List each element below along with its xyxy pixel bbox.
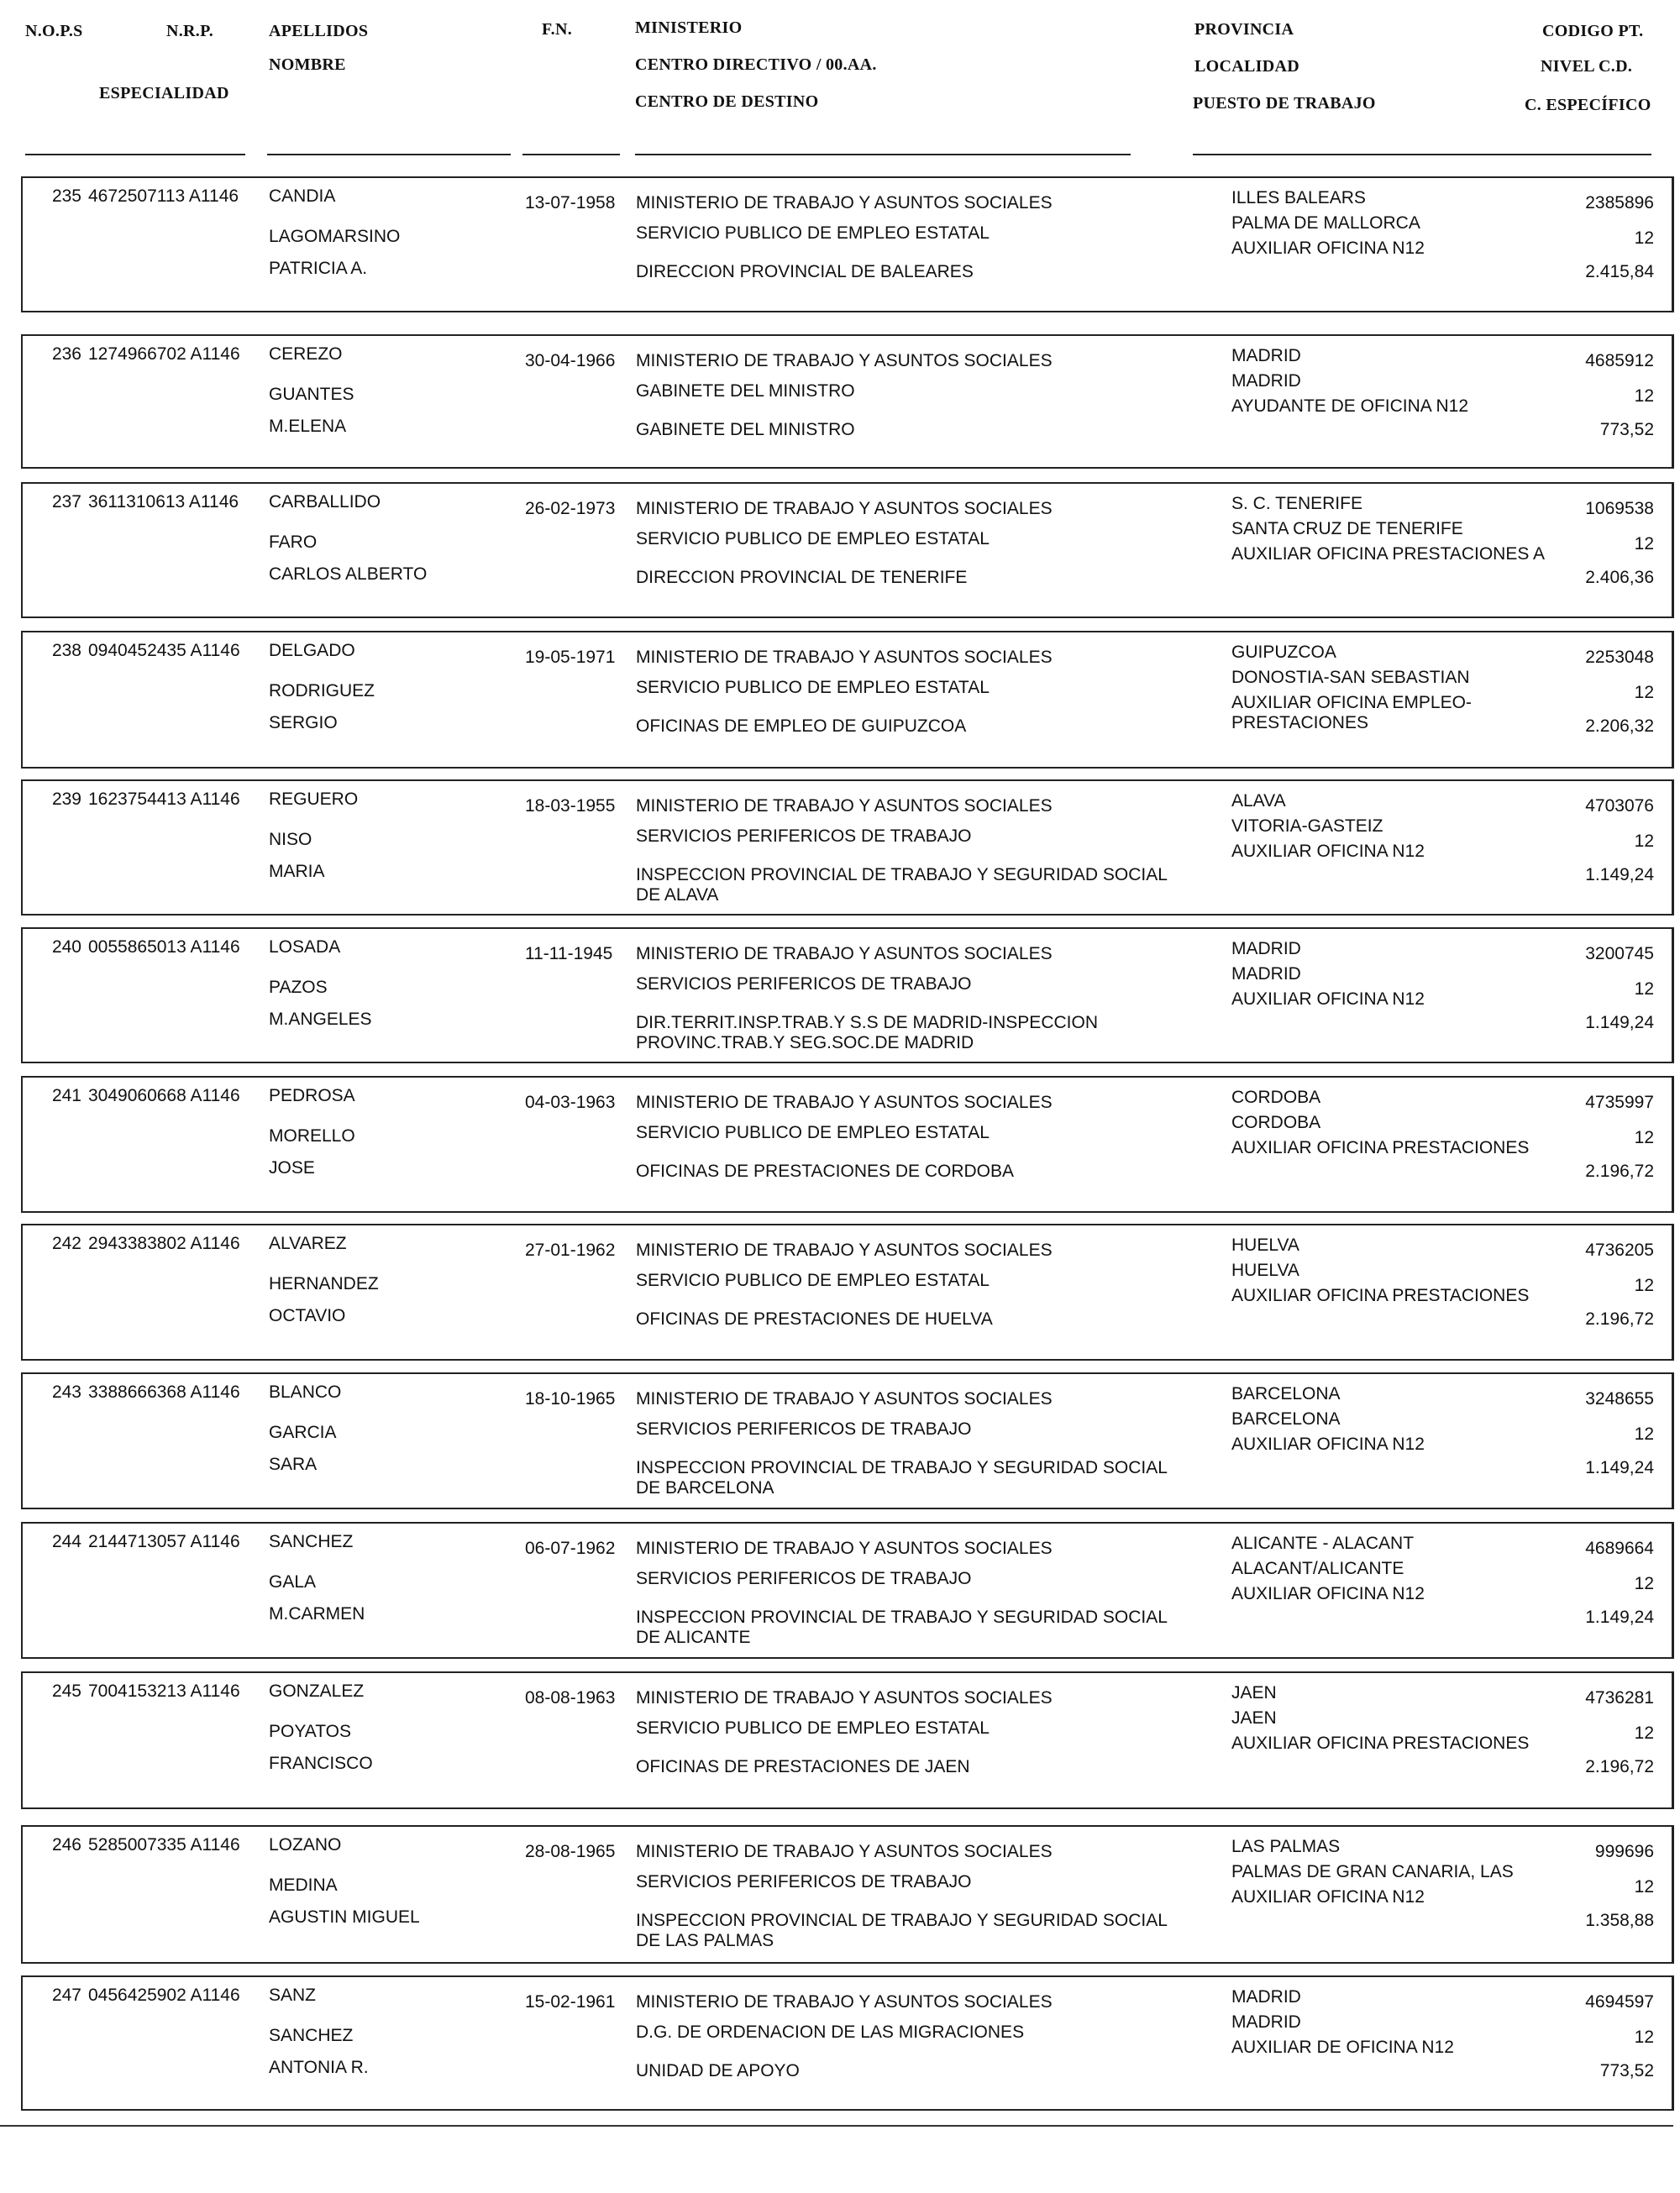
field-codigo: 4735997 <box>1585 1093 1654 1112</box>
field-nombre: SERGIO <box>269 713 338 732</box>
field-centro-directivo: SERVICIO PUBLICO DE EMPLEO ESTATAL <box>636 1123 990 1142</box>
field-centro-destino-1: INSPECCION PROVINCIAL DE TRABAJO Y SEGURIDAD SOCIAL <box>636 1608 1168 1627</box>
field-ministerio: MINISTERIO DE TRABAJO Y ASUNTOS SOCIALES <box>636 1842 1053 1861</box>
field-nivel: 12 <box>1634 1424 1654 1444</box>
field-nrp: 7004153213 A1146 <box>88 1681 240 1701</box>
field-provincia: MADRID <box>1231 1987 1301 2007</box>
field-centro-directivo: SERVICIO PUBLICO DE EMPLEO ESTATAL <box>636 678 990 697</box>
field-nrp: 0940452435 A1146 <box>88 641 240 660</box>
header-codigo-pt: CODIGO PT. <box>1542 22 1644 40</box>
field-provincia: ILLES BALEARS <box>1231 188 1366 207</box>
header-especialidad: ESPECIALIDAD <box>99 84 229 102</box>
field-centro-directivo: GABINETE DEL MINISTRO <box>636 381 855 401</box>
field-fn: 18-03-1955 <box>525 796 616 816</box>
field-fn: 26-02-1973 <box>525 499 616 518</box>
field-puesto-1: AUXILIAR OFICINA N12 <box>1231 989 1425 1009</box>
record-row <box>21 1671 1674 1809</box>
field-ministerio: MINISTERIO DE TRABAJO Y ASUNTOS SOCIALES <box>636 1389 1053 1409</box>
header-rule <box>1193 154 1651 155</box>
field-fn: 13-07-1958 <box>525 193 616 212</box>
field-fn: 06-07-1962 <box>525 1539 616 1558</box>
field-centro-directivo: SERVICIO PUBLICO DE EMPLEO ESTATAL <box>636 1271 990 1290</box>
header-ministerio: MINISTERIO <box>635 18 743 37</box>
header-rule <box>25 154 245 155</box>
field-apellido2: LAGOMARSINO <box>269 227 401 246</box>
field-apellido2: MORELLO <box>269 1126 355 1146</box>
field-fn: 28-08-1965 <box>525 1842 616 1861</box>
field-apellido1: PEDROSA <box>269 1086 355 1105</box>
field-codigo: 4689664 <box>1585 1539 1654 1558</box>
field-apellido2: SANCHEZ <box>269 2026 354 2045</box>
field-especifico: 2.196,72 <box>1585 1757 1654 1776</box>
field-nrp: 2943383802 A1146 <box>88 1234 240 1253</box>
field-localidad: HUELVA <box>1231 1261 1299 1280</box>
field-localidad: JAEN <box>1231 1708 1277 1728</box>
field-apellido1: ALVAREZ <box>269 1234 347 1253</box>
field-especifico: 1.149,24 <box>1585 1608 1654 1627</box>
field-centro-destino-2: DE ALICANTE <box>636 1628 751 1647</box>
field-localidad: PALMAS DE GRAN CANARIA, LAS <box>1231 1862 1514 1881</box>
field-especifico: 2.406,36 <box>1585 568 1654 587</box>
field-apellido2: POYATOS <box>269 1722 352 1741</box>
field-apellido1: BLANCO <box>269 1382 342 1402</box>
field-nops: 237 <box>51 492 81 512</box>
header-rule <box>522 154 620 155</box>
field-centro-destino-1: OFICINAS DE EMPLEO DE GUIPUZCOA <box>636 716 967 736</box>
header-rule <box>635 154 1131 155</box>
field-provincia: ALAVA <box>1231 791 1286 811</box>
field-nrp: 3611310613 A1146 <box>88 492 239 512</box>
field-centro-destino-1: UNIDAD DE APOYO <box>636 2061 800 2080</box>
field-centro-destino-1: DIR.TERRIT.INSP.TRAB.Y S.S DE MADRID-INSPECCION <box>636 1013 1098 1032</box>
field-centro-destino-1: OFICINAS DE PRESTACIONES DE JAEN <box>636 1757 970 1776</box>
field-provincia: CORDOBA <box>1231 1088 1321 1107</box>
field-puesto-1: AUXILIAR OFICINA N12 <box>1231 239 1425 258</box>
field-apellido1: LOSADA <box>269 937 341 957</box>
record-row <box>21 1975 1674 2111</box>
field-especifico: 2.206,32 <box>1585 716 1654 736</box>
field-apellido1: LOZANO <box>269 1835 342 1855</box>
record-row <box>21 1224 1674 1361</box>
field-centro-directivo: SERVICIOS PERIFERICOS DE TRABAJO <box>636 974 972 994</box>
field-centro-destino-1: OFICINAS DE PRESTACIONES DE HUELVA <box>636 1309 993 1329</box>
field-nrp: 1623754413 A1146 <box>88 790 240 809</box>
field-codigo: 4703076 <box>1585 796 1654 816</box>
field-nops: 236 <box>51 344 81 364</box>
field-nivel: 12 <box>1634 1723 1654 1743</box>
field-nrp: 0055865013 A1146 <box>88 937 240 957</box>
field-nombre: MARIA <box>269 862 325 881</box>
record-row <box>21 631 1674 769</box>
field-codigo: 4694597 <box>1585 1992 1654 2012</box>
field-provincia: MADRID <box>1231 346 1301 365</box>
field-nivel: 12 <box>1634 683 1654 702</box>
field-nops: 246 <box>51 1835 81 1855</box>
header-provincia: PROVINCIA <box>1194 20 1294 39</box>
header-centro-directivo: CENTRO DIRECTIVO / 00.AA. <box>635 55 877 74</box>
field-centro-destino-2: PROVINC.TRAB.Y SEG.SOC.DE MADRID <box>636 1033 974 1052</box>
field-apellido1: REGUERO <box>269 790 359 809</box>
field-nops: 244 <box>51 1532 81 1551</box>
field-centro-directivo: SERVICIOS PERIFERICOS DE TRABAJO <box>636 826 972 846</box>
field-localidad: MADRID <box>1231 964 1301 984</box>
field-nrp: 1274966702 A1146 <box>88 344 240 364</box>
field-provincia: S. C. TENERIFE <box>1231 494 1362 513</box>
field-fn: 30-04-1966 <box>525 351 616 370</box>
field-nombre: FRANCISCO <box>269 1754 373 1773</box>
field-centro-destino-1: GABINETE DEL MINISTRO <box>636 420 855 439</box>
record-row <box>21 1522 1674 1659</box>
field-nivel: 12 <box>1634 386 1654 406</box>
field-nivel: 12 <box>1634 2028 1654 2047</box>
field-localidad: MADRID <box>1231 371 1301 391</box>
field-nops: 240 <box>51 937 81 957</box>
field-ministerio: MINISTERIO DE TRABAJO Y ASUNTOS SOCIALES <box>636 796 1053 816</box>
record-row <box>21 482 1674 618</box>
header-fn: F.N. <box>542 20 573 39</box>
field-centro-destino-1: DIRECCION PROVINCIAL DE BALEARES <box>636 262 974 281</box>
field-puesto-1: AUXILIAR OFICINA PRESTACIONES A <box>1231 544 1546 564</box>
field-nombre: JOSE <box>269 1158 315 1178</box>
field-nivel: 12 <box>1634 1276 1654 1295</box>
field-nops: 242 <box>51 1234 81 1253</box>
field-nombre: ANTONIA R. <box>269 2058 369 2077</box>
field-localidad: BARCELONA <box>1231 1409 1341 1429</box>
record-row <box>21 334 1674 469</box>
field-apellido1: GONZALEZ <box>269 1681 365 1701</box>
field-localidad: VITORIA-GASTEIZ <box>1231 816 1383 836</box>
field-nops: 243 <box>51 1382 81 1402</box>
field-puesto-1: AUXILIAR DE OFICINA N12 <box>1231 2038 1454 2057</box>
field-ministerio: MINISTERIO DE TRABAJO Y ASUNTOS SOCIALES <box>636 193 1053 212</box>
field-provincia: BARCELONA <box>1231 1384 1341 1403</box>
field-apellido2: RODRIGUEZ <box>269 681 375 700</box>
field-provincia: JAEN <box>1231 1683 1277 1702</box>
field-nops: 238 <box>51 641 81 660</box>
field-especifico: 773,52 <box>1599 420 1654 439</box>
record-row <box>21 1076 1674 1213</box>
field-ministerio: MINISTERIO DE TRABAJO Y ASUNTOS SOCIALES <box>636 351 1053 370</box>
field-codigo: 3248655 <box>1585 1389 1654 1409</box>
field-puesto-1: AUXILIAR OFICINA N12 <box>1231 1584 1425 1603</box>
field-apellido1: SANZ <box>269 1986 317 2005</box>
field-ministerio: MINISTERIO DE TRABAJO Y ASUNTOS SOCIALES <box>636 1992 1053 2012</box>
header-nrp: N.R.P. <box>166 22 214 40</box>
field-centro-directivo: SERVICIO PUBLICO DE EMPLEO ESTATAL <box>636 223 990 243</box>
record-row <box>21 927 1674 1063</box>
field-especifico: 2.196,72 <box>1585 1162 1654 1181</box>
field-nops: 239 <box>51 790 81 809</box>
field-nombre: CARLOS ALBERTO <box>269 564 428 584</box>
field-apellido1: CARBALLIDO <box>269 492 381 512</box>
field-puesto-1: AUXILIAR OFICINA EMPLEO- <box>1231 693 1472 712</box>
field-provincia: ALICANTE - ALACANT <box>1231 1534 1415 1553</box>
field-nivel: 12 <box>1634 1574 1654 1593</box>
field-especifico: 773,52 <box>1599 2061 1654 2080</box>
header-nombre: NOMBRE <box>269 55 346 74</box>
field-especifico: 1.149,24 <box>1585 1013 1654 1032</box>
field-nivel: 12 <box>1634 534 1654 553</box>
field-provincia: MADRID <box>1231 939 1301 958</box>
field-nrp: 4672507113 A1146 <box>88 186 239 206</box>
field-apellido1: CANDIA <box>269 186 336 206</box>
field-localidad: ALACANT/ALICANTE <box>1231 1559 1404 1578</box>
field-centro-destino-2: DE BARCELONA <box>636 1478 774 1498</box>
field-nrp: 2144713057 A1146 <box>88 1532 240 1551</box>
header-centro-destino: CENTRO DE DESTINO <box>635 92 819 111</box>
field-nombre: OCTAVIO <box>269 1306 346 1325</box>
field-puesto-1: AUXILIAR OFICINA N12 <box>1231 842 1425 861</box>
page-bottom-rule <box>0 2125 1673 2127</box>
field-provincia: HUELVA <box>1231 1236 1299 1255</box>
field-provincia: GUIPUZCOA <box>1231 643 1336 662</box>
field-provincia: LAS PALMAS <box>1231 1837 1341 1856</box>
field-apellido2: GARCIA <box>269 1423 337 1442</box>
field-apellido2: PAZOS <box>269 978 328 997</box>
field-centro-destino-2: DE LAS PALMAS <box>636 1931 774 1950</box>
field-centro-destino-1: INSPECCION PROVINCIAL DE TRABAJO Y SEGURIDAD SOCIAL <box>636 865 1168 884</box>
field-codigo: 3200745 <box>1585 944 1654 963</box>
field-apellido2: GALA <box>269 1572 317 1592</box>
field-nops: 235 <box>51 186 81 206</box>
record-row <box>21 1372 1674 1509</box>
field-nivel: 12 <box>1634 1128 1654 1147</box>
field-codigo: 2385896 <box>1585 193 1654 212</box>
field-codigo: 4736281 <box>1585 1688 1654 1708</box>
field-apellido2: NISO <box>269 830 312 849</box>
field-ministerio: MINISTERIO DE TRABAJO Y ASUNTOS SOCIALES <box>636 1688 1053 1708</box>
field-centro-destino-1: INSPECCION PROVINCIAL DE TRABAJO Y SEGURIDAD SOCIAL <box>636 1911 1168 1930</box>
record-row <box>21 176 1674 312</box>
field-nrp: 3049060668 A1146 <box>88 1086 240 1105</box>
field-ministerio: MINISTERIO DE TRABAJO Y ASUNTOS SOCIALES <box>636 1241 1053 1260</box>
field-puesto-1: AUXILIAR OFICINA PRESTACIONES <box>1231 1286 1530 1305</box>
field-especifico: 1.149,24 <box>1585 1458 1654 1477</box>
field-puesto-1: AUXILIAR OFICINA PRESTACIONES <box>1231 1734 1530 1753</box>
field-puesto-1: AUXILIAR OFICINA N12 <box>1231 1887 1425 1907</box>
field-codigo: 1069538 <box>1585 499 1654 518</box>
header-localidad: LOCALIDAD <box>1194 57 1299 76</box>
field-fn: 27-01-1962 <box>525 1241 616 1260</box>
field-centro-destino-1: DIRECCION PROVINCIAL DE TENERIFE <box>636 568 968 587</box>
field-centro-destino-1: OFICINAS DE PRESTACIONES DE CORDOBA <box>636 1162 1015 1181</box>
field-nombre: AGUSTIN MIGUEL <box>269 1907 420 1927</box>
field-fn: 19-05-1971 <box>525 648 616 667</box>
field-centro-directivo: SERVICIO PUBLICO DE EMPLEO ESTATAL <box>636 529 990 548</box>
field-puesto-1: AYUDANTE DE OFICINA N12 <box>1231 396 1469 416</box>
field-nops: 247 <box>51 1986 81 2005</box>
field-puesto-1: AUXILIAR OFICINA PRESTACIONES <box>1231 1138 1530 1157</box>
field-localidad: SANTA CRUZ DE TENERIFE <box>1231 519 1463 538</box>
field-centro-directivo: D.G. DE ORDENACION DE LAS MIGRACIONES <box>636 2022 1025 2042</box>
field-especifico: 2.196,72 <box>1585 1309 1654 1329</box>
field-nivel: 12 <box>1634 979 1654 999</box>
field-localidad: PALMA DE MALLORCA <box>1231 213 1420 233</box>
field-fn: 18-10-1965 <box>525 1389 616 1409</box>
field-apellido1: DELGADO <box>269 641 355 660</box>
field-especifico: 1.149,24 <box>1585 865 1654 884</box>
field-nivel: 12 <box>1634 832 1654 851</box>
field-puesto-2: PRESTACIONES <box>1231 713 1368 732</box>
field-especifico: 1.358,88 <box>1585 1911 1654 1930</box>
field-puesto-1: AUXILIAR OFICINA N12 <box>1231 1435 1425 1454</box>
field-ministerio: MINISTERIO DE TRABAJO Y ASUNTOS SOCIALES <box>636 648 1053 667</box>
field-nivel: 12 <box>1634 228 1654 248</box>
field-centro-directivo: SERVICIOS PERIFERICOS DE TRABAJO <box>636 1569 972 1588</box>
field-fn: 11-11-1945 <box>525 944 613 963</box>
field-codigo: 2253048 <box>1585 648 1654 667</box>
field-centro-directivo: SERVICIO PUBLICO DE EMPLEO ESTATAL <box>636 1718 990 1738</box>
field-centro-directivo: SERVICIOS PERIFERICOS DE TRABAJO <box>636 1872 972 1891</box>
field-ministerio: MINISTERIO DE TRABAJO Y ASUNTOS SOCIALES <box>636 499 1053 518</box>
header-rule <box>267 154 511 155</box>
field-especifico: 2.415,84 <box>1585 262 1654 281</box>
field-apellido2: MEDINA <box>269 1876 338 1895</box>
field-ministerio: MINISTERIO DE TRABAJO Y ASUNTOS SOCIALES <box>636 1539 1053 1558</box>
record-row <box>21 1825 1674 1964</box>
field-codigo: 4736205 <box>1585 1241 1654 1260</box>
field-centro-destino-1: INSPECCION PROVINCIAL DE TRABAJO Y SEGURIDAD SOCIAL <box>636 1458 1168 1477</box>
field-ministerio: MINISTERIO DE TRABAJO Y ASUNTOS SOCIALES <box>636 1093 1053 1112</box>
field-fn: 04-03-1963 <box>525 1093 616 1112</box>
field-centro-directivo: SERVICIOS PERIFERICOS DE TRABAJO <box>636 1419 972 1439</box>
field-fn: 08-08-1963 <box>525 1688 616 1708</box>
field-codigo: 999696 <box>1594 1842 1654 1861</box>
field-apellido1: CEREZO <box>269 344 343 364</box>
field-nops: 245 <box>51 1681 81 1701</box>
field-ministerio: MINISTERIO DE TRABAJO Y ASUNTOS SOCIALES <box>636 944 1053 963</box>
field-localidad: DONOSTIA-SAN SEBASTIAN <box>1231 668 1470 687</box>
field-centro-destino-2: DE ALAVA <box>636 885 719 905</box>
field-nombre: PATRICIA A. <box>269 259 368 278</box>
field-apellido2: GUANTES <box>269 385 354 404</box>
field-apellido2: HERNANDEZ <box>269 1274 379 1293</box>
field-apellido2: FARO <box>269 533 318 552</box>
field-fn: 15-02-1961 <box>525 1992 616 2012</box>
field-localidad: MADRID <box>1231 2012 1301 2032</box>
header-nivel-cd: NIVEL C.D. <box>1541 57 1633 76</box>
field-nombre: SARA <box>269 1455 318 1474</box>
field-localidad: CORDOBA <box>1231 1113 1321 1132</box>
header-puesto: PUESTO DE TRABAJO <box>1193 94 1376 113</box>
field-nivel: 12 <box>1634 1877 1654 1897</box>
field-apellido1: SANCHEZ <box>269 1532 354 1551</box>
field-codigo: 4685912 <box>1585 351 1654 370</box>
header-nops: N.O.P.S <box>25 22 83 40</box>
field-nops: 241 <box>51 1086 81 1105</box>
field-nrp: 0456425902 A1146 <box>88 1986 240 2005</box>
field-nrp: 3388666368 A1146 <box>88 1382 240 1402</box>
field-nombre: M.CARMEN <box>269 1604 365 1624</box>
field-nrp: 5285007335 A1146 <box>88 1835 240 1855</box>
field-nombre: M.ELENA <box>269 417 347 436</box>
record-row <box>21 779 1674 915</box>
header-apellidos: APELLIDOS <box>269 22 369 40</box>
header-c-especifico: C. ESPECÍFICO <box>1525 96 1651 114</box>
field-nombre: M.ANGELES <box>269 1010 372 1029</box>
